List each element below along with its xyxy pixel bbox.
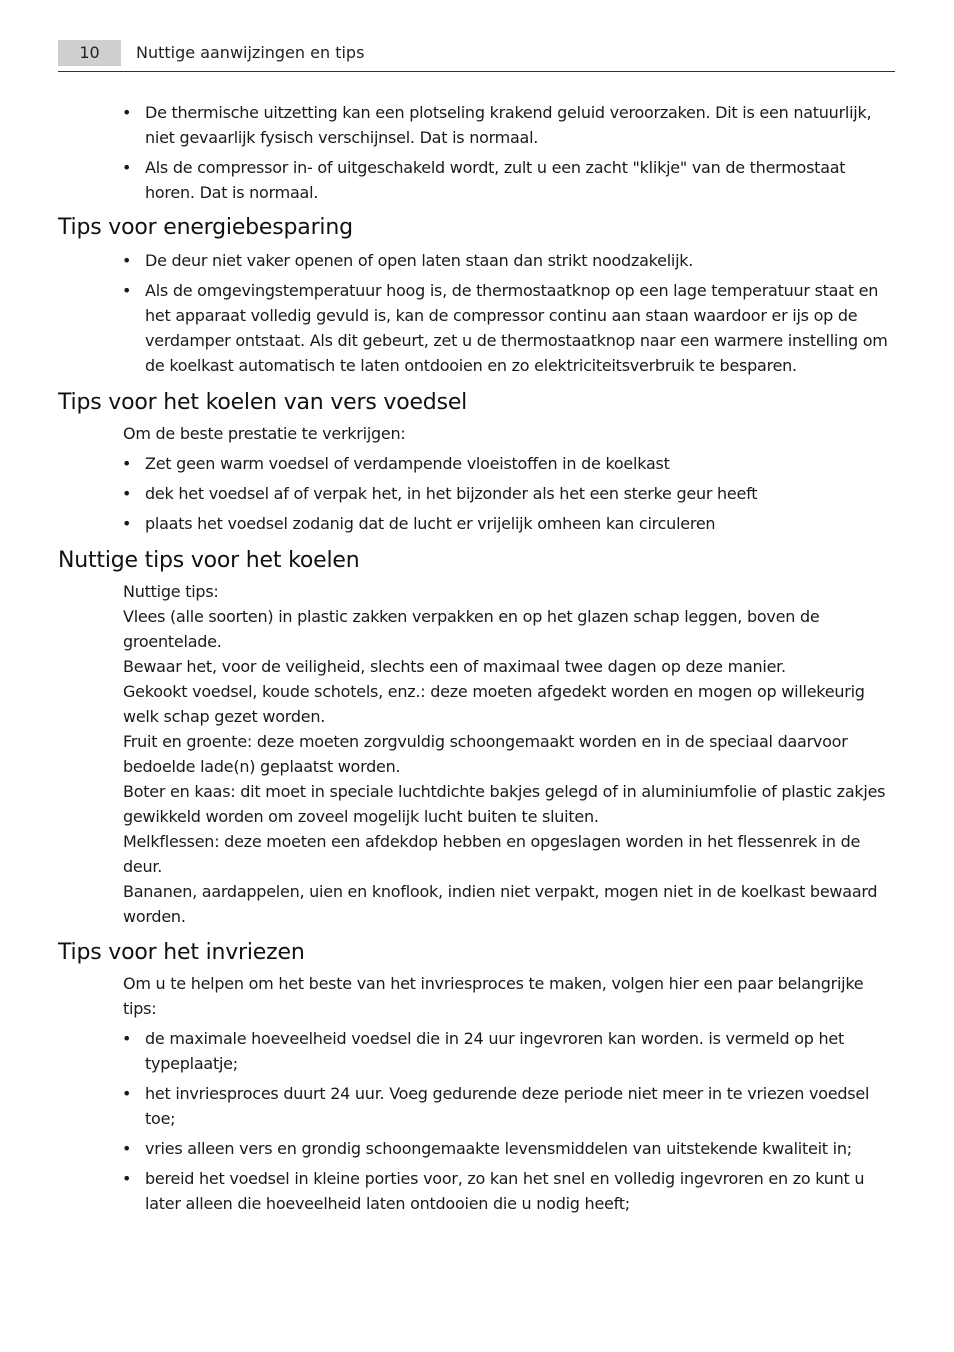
bullet-icon: • (122, 1084, 132, 1103)
bullet-icon: • (122, 484, 132, 503)
page-header (58, 38, 895, 72)
paragraph: Vlees (alle soorten) in plastic zakken verpakken en op het glazen schap leggen, boven de groentelade. (123, 607, 820, 651)
bullet-icon: • (122, 514, 132, 533)
list-item: • bereid het voedsel in kleine porties voor, zo kan het snel en volledig ingevroren en zo kunt u later alleen die hoeveelheid laten ontdooien die u nodig heeft; (58, 1166, 892, 1216)
paragraph: Fruit en groente: deze moeten zorgvuldig schoongemaakt worden en in de speciaal daarvoor bedoelde lade(n) geplaatst worden. (123, 732, 848, 776)
paragraph: Melkflessen: deze moeten een afdekdop hebben en opgeslagen worden in het flessenrek in de deur. (123, 832, 861, 876)
freezing-bullet-list (58, 1026, 892, 1216)
bullet-icon: • (122, 251, 132, 270)
list-item: • het invriesproces duurt 24 uur. Voeg gedurende deze periode niet meer in te vriezen voedsel toe; (58, 1081, 892, 1131)
list-item: • Als de omgevingstemperatuur hoog is, de thermostaatknop op een lage temperatuur staat en het apparaat volledig gevuld is, kan de compressor continu aan staan waardoor er ijs op de verdamper ontstaat. Als dit gebeurt, zet u de thermostaatknop naar een warmere instelling om de koelkast automatisch te laten ontdooien en zo elektriciteitsverbruik te besparen. (58, 278, 892, 378)
bullet-icon: • (122, 158, 132, 177)
intro-bullet-list (58, 100, 892, 205)
fresh-bullet-list (58, 451, 892, 536)
list-item: • Zet geen warm voedsel of verdampende vloeistoffen in de koelkast (58, 451, 892, 476)
list-item: • vries alleen vers en grondig schoongemaakte levensmiddelen van uitstekende kwaliteit in; (58, 1136, 892, 1161)
list-item: • De deur niet vaker openen of open laten staan dan strikt noodzakelijk. (58, 248, 892, 273)
freezing-intro: Om u te helpen om het beste van het invriesproces te maken, volgen hier een paar belangrijke tips: (123, 974, 864, 1018)
section-heading-useful: Nuttige tips voor het koelen (58, 548, 360, 573)
fresh-intro: Om de beste prestatie te verkrijgen: (123, 424, 406, 443)
page-number: 10 (58, 40, 121, 66)
bullet-icon: • (122, 1029, 132, 1048)
energy-bullet-list (58, 248, 892, 378)
section-heading-freezing: Tips voor het invriezen (58, 940, 305, 965)
bullet-icon: • (122, 281, 132, 300)
header-title: Nuttige aanwijzingen en tips (136, 43, 365, 62)
list-item: • plaats het voedsel zodanig dat de lucht er vrijelijk omheen kan circuleren (58, 511, 892, 536)
bullet-icon: • (122, 1169, 132, 1188)
list-item: • de maximale hoeveelheid voedsel die in 24 uur ingevroren kan worden. is vermeld op het typeplaatje; (58, 1026, 892, 1076)
paragraph: Bananen, aardappelen, uien en knoflook, indien niet verpakt, mogen niet in de koelkast bewaard worden. (123, 882, 878, 926)
list-item: • Als de compressor in- of uitgeschakeld wordt, zult u een zacht "klikje" van de thermostaat horen. Dat is normaal. (58, 155, 892, 205)
list-item: • De thermische uitzetting kan een plotseling krakend geluid veroorzaken. Dit is een natuurlijk, niet gevaarlijk fysisch verschijnsel. Dat is normaal. (58, 100, 892, 150)
page-content (58, 100, 892, 1221)
bullet-icon: • (122, 1139, 132, 1158)
useful-tips-block (123, 579, 892, 929)
section-heading-fresh: Tips voor het koelen van vers voedsel (58, 390, 468, 415)
paragraph: Gekookt voedsel, koude schotels, enz.: deze moeten afgedekt worden en mogen op willekeurig welk schap gezet worden. (123, 682, 865, 726)
bullet-icon: • (122, 454, 132, 473)
bullet-icon: • (122, 103, 132, 122)
paragraph: Bewaar het, voor de veiligheid, slechts een of maximaal twee dagen op deze manier. (123, 657, 786, 676)
paragraph: Nuttige tips: (123, 582, 219, 601)
paragraph: Boter en kaas: dit moet in speciale luchtdichte bakjes gelegd of in aluminiumfolie of plastic zakjes gewikkeld worden om zoveel mogelijk lucht buiten te sluiten. (123, 782, 886, 826)
section-heading-energy: Tips voor energiebesparing (58, 215, 353, 240)
list-item: • dek het voedsel af of verpak het, in het bijzonder als het een sterke geur heeft (58, 481, 892, 506)
